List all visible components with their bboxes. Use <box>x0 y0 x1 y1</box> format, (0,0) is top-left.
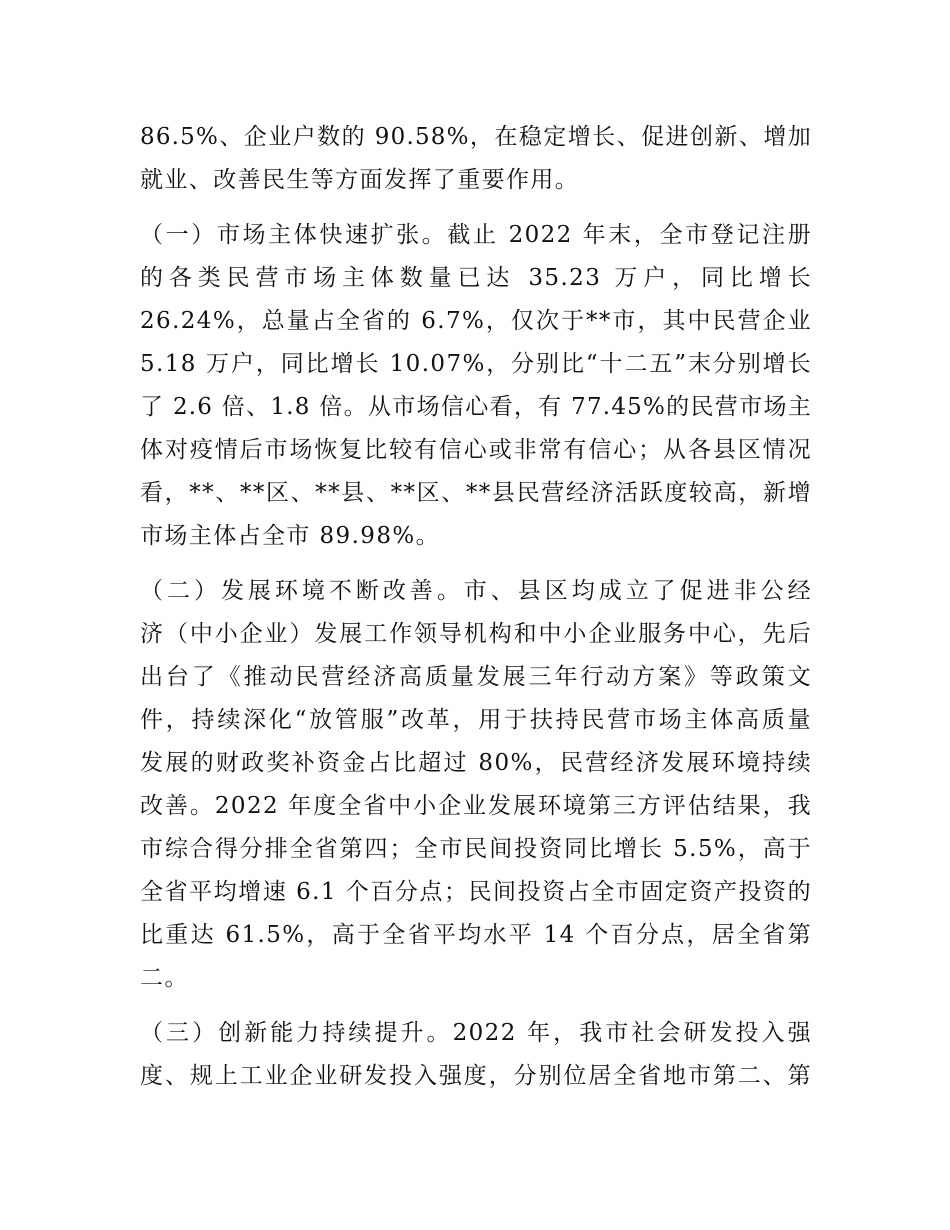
text-line: （三）创新能力持续提升。2022 年，我市社会研发投入强 <box>140 1020 812 1046</box>
paragraph-intro-continuation <box>140 116 812 202</box>
text-line: 26.24%，总量占全省的 6.7%，仅次于**市，其中民营企业 <box>140 308 812 334</box>
text-line: 济（中小企业）发展工作领导机构和中小企业服务中心，先后 <box>140 621 812 647</box>
text-line: 市场主体占全市 89.98%。 <box>140 523 441 549</box>
text-line: （二）发展环境不断改善。市、县区均成立了促进非公经 <box>140 578 812 604</box>
text-line: 就业、改善民生等方面发挥了重要作用。 <box>140 167 580 193</box>
text-line: 的各类民营市场主体数量已达 35.23 万户，同比增长 <box>140 265 812 291</box>
text-line: 了 2.6 倍、1.8 倍。从市场信心看，有 77.45%的民营市场主 <box>140 394 812 420</box>
text-line: 看，**、**区、**县、**区、**县民营经济活跃度较高，新增 <box>140 480 812 506</box>
text-line: （一）市场主体快速扩张。截止 2022 年末，全市登记注册 <box>140 222 812 248</box>
text-line: 二。 <box>140 965 189 991</box>
text-line: 5.18 万户，同比增长 10.07%，分别比“十二五”末分别增长 <box>140 351 812 377</box>
text-line: 市综合得分排全省第四；全市民间投资同比增长 5.5%，高于 <box>140 836 812 862</box>
text-line: 度、规上工业企业研发投入强度，分别位居全省地市第二、第 <box>140 1063 812 1089</box>
text-line: 改善。2022 年度全省中小企业发展环境第三方评估结果，我 <box>140 793 812 819</box>
text-line: 比重达 61.5%，高于全省平均水平 14 个百分点，居全省第 <box>140 922 812 948</box>
document-page <box>140 116 812 1110</box>
paragraph-innovation <box>140 1012 812 1098</box>
text-line: 发展的财政奖补资金占比超过 80%，民营经济发展环境持续 <box>140 750 812 776</box>
text-line: 86.5%、企业户数的 90.58%，在稳定增长、促进创新、增加 <box>140 124 812 150</box>
text-line: 全省平均增速 6.1 个百分点；民间投资占全市固定资产投资的 <box>140 879 812 905</box>
text-line: 出台了《推动民营经济高质量发展三年行动方案》等政策文 <box>140 664 812 690</box>
text-line: 件，持续深化“放管服”改革，用于扶持民营市场主体高质量 <box>140 707 812 733</box>
paragraph-environment <box>140 570 812 1000</box>
text-line: 体对疫情后市场恢复比较有信心或非常有信心；从各县区情况 <box>140 437 812 463</box>
paragraph-market-entities <box>140 214 812 558</box>
